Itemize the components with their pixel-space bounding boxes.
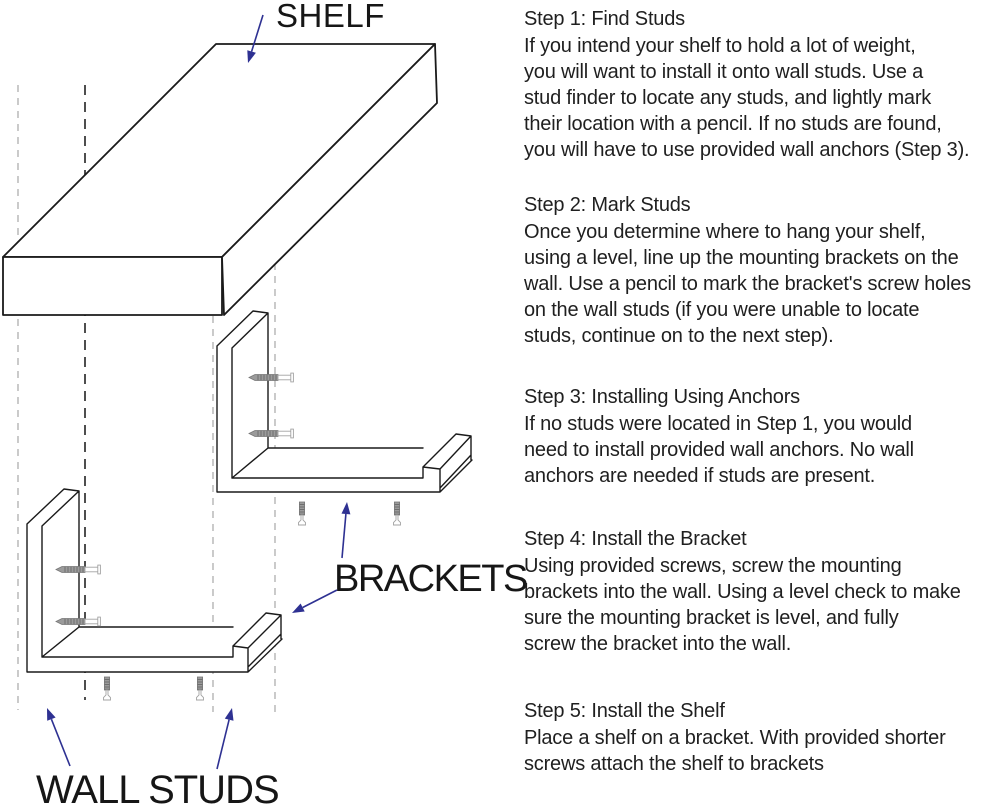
brackets-arrow-up: [342, 502, 351, 558]
step-line: their location with a pencil. If no studs are found,: [524, 113, 942, 135]
step-title: Step 4: Install the Bracket: [524, 528, 747, 550]
step-line: Using provided screws, screw the mounting: [524, 555, 902, 577]
instruction-step-1: [524, 6, 985, 163]
step-line: studs, continue on to the next step).: [524, 325, 834, 347]
step-line: screw the bracket into the wall.: [524, 633, 792, 655]
instruction-step-5: [524, 698, 985, 777]
step-line: wall. Use a pencil to mark the bracket's screw holes: [524, 273, 971, 295]
screw-icon: [104, 677, 111, 700]
step-line: on the wall studs (if you were unable to locate: [524, 299, 920, 321]
step-line: If no studs were located in Step 1, you would: [524, 413, 912, 435]
step-title: Step 2: Mark Studs: [524, 194, 691, 216]
step-line: screws attach the shelf to brackets: [524, 753, 824, 775]
step-line: Once you determine where to hang your shelf,: [524, 221, 926, 243]
wall-studs-label: WALL STUDS: [36, 768, 279, 806]
lower-bracket-drawing: [27, 489, 282, 700]
step-line: using a level, line up the mounting brackets on the: [524, 247, 959, 269]
screw-icon: [197, 677, 204, 700]
upper-bracket-drawing: [217, 311, 472, 525]
step-line: stud finder to locate any studs, and lightly mark: [524, 87, 932, 109]
step-line: you will want to install it onto wall studs. Use a: [524, 61, 924, 83]
screw-icon: [394, 502, 401, 525]
step-line: need to install provided wall anchors. No wall: [524, 439, 914, 461]
step-title: Step 5: Install the Shelf: [524, 700, 725, 722]
shelf-front-face: [3, 257, 222, 315]
shelf-drawing: [3, 44, 437, 315]
brackets-arrow-left: [292, 590, 337, 613]
step-title: Step 3: Installing Using Anchors: [524, 386, 800, 408]
instruction-step-2: [524, 192, 985, 349]
screw-icon: [299, 502, 306, 525]
step-line: anchors are needed if studs are present.: [524, 465, 876, 487]
wall-studs-arrow-left: [47, 708, 70, 766]
screw-icon: [56, 617, 100, 626]
brackets-label: BRACKETS: [334, 558, 527, 600]
instruction-step-3: [524, 384, 985, 489]
step-line: If you intend your shelf to hold a lot of weight,: [524, 35, 916, 57]
wall-studs-arrow-right: [217, 708, 234, 769]
step-line: sure the mounting bracket is level, and fully: [524, 607, 899, 629]
instruction-step-4: [524, 526, 985, 657]
step-title: Step 1: Find Studs: [524, 8, 685, 30]
shelf-label: SHELF: [276, 0, 385, 34]
screw-icon: [56, 565, 100, 574]
step-line: you will have to use provided wall anchors (Step 3).: [524, 139, 970, 161]
screw-icon: [249, 373, 293, 382]
step-line: brackets into the wall. Using a level check to make: [524, 581, 961, 603]
step-line: Place a shelf on a bracket. With provided shorter: [524, 727, 946, 749]
screw-icon: [249, 429, 293, 438]
